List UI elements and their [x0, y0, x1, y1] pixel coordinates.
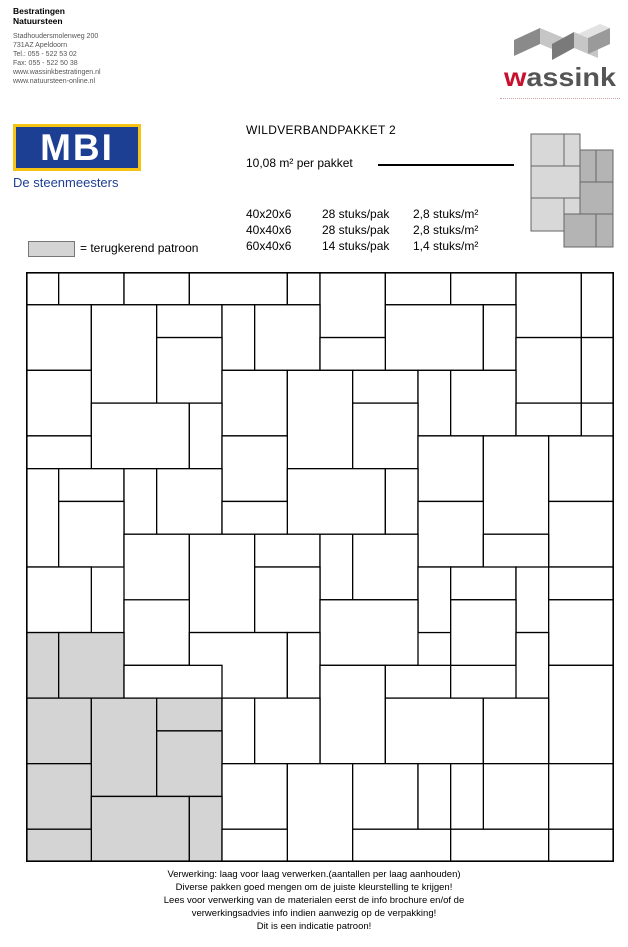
stone-size: 40x20x6 [246, 207, 292, 221]
pattern-tile [59, 501, 124, 567]
legend-text: = terugkerend patroon [80, 241, 199, 255]
pattern-tile-repeat [189, 796, 222, 862]
pattern-tile [124, 272, 189, 305]
address-website-1[interactable]: www.wassinkbestratingen.nl [13, 69, 101, 76]
pattern-tile [287, 469, 385, 535]
pattern-tile [516, 272, 581, 338]
pattern-tile [353, 370, 418, 403]
pattern-tile [549, 764, 614, 830]
preview-tile [580, 182, 613, 214]
pattern-tile [516, 567, 549, 633]
footer-notes [0, 868, 628, 933]
pattern-tile [483, 698, 548, 764]
mbi-tagline: De steenmeesters [13, 175, 119, 190]
pattern-tile [255, 567, 320, 633]
header-divider [500, 98, 620, 99]
address-phone: Tel.: 055 - 522 53 02 [13, 51, 77, 58]
pattern-tile [157, 305, 222, 338]
company-address [13, 32, 101, 86]
pattern-tile [320, 600, 418, 666]
company-name-line1: Bestratingen [13, 6, 65, 16]
footer-line: Verwerking: laag voor laag verwerken.(aantallen per laag aanhouden) [167, 869, 461, 880]
legend-swatch [28, 241, 75, 257]
pattern-tile [59, 469, 124, 502]
stone-per-m2: 1,4 stuks/m² [413, 239, 479, 253]
address-city: 731AZ Apeldoorn [13, 42, 68, 49]
pattern-tile [91, 403, 189, 469]
mbi-logo [13, 124, 141, 171]
preview-tile [531, 134, 564, 166]
laying-pattern [26, 272, 614, 862]
package-title: WILDVERBANDPAKKET 2 [246, 123, 396, 137]
preview-tile [580, 150, 596, 182]
pattern-tile-repeat [59, 633, 124, 699]
pattern-tile [451, 600, 516, 666]
stone-per-pack: 14 stuks/pak [322, 239, 390, 253]
preview-tile [531, 198, 564, 231]
pattern-tile [418, 436, 483, 502]
pattern-tile [483, 764, 548, 830]
pattern-tile [516, 633, 549, 699]
preview-tile [564, 214, 596, 247]
pattern-tile [189, 403, 222, 469]
address-website-2[interactable]: www.natuursteen-online.nl [13, 78, 96, 85]
stone-size: 60x40x6 [246, 239, 292, 253]
pattern-tile [353, 829, 451, 862]
pattern-tile [26, 272, 59, 305]
pattern-tile [353, 534, 418, 600]
pattern-tile [222, 436, 287, 502]
pattern-tile-repeat [157, 698, 222, 731]
preview-tile [564, 134, 580, 166]
company-name [13, 6, 65, 26]
pattern-tile [222, 370, 287, 436]
address-fax: Fax: 055 - 522 50 38 [13, 60, 78, 67]
pattern-tile [483, 305, 516, 371]
pattern-tile [287, 633, 320, 699]
pattern-preview [530, 133, 615, 248]
pattern-tile [26, 436, 91, 469]
pattern-tile [157, 338, 222, 404]
pattern-tile [91, 305, 156, 403]
footer-line: Dit is een indicatie patroon! [256, 921, 372, 932]
pattern-tile [581, 272, 614, 338]
pattern-tile [353, 764, 418, 830]
pattern-tile [418, 370, 451, 436]
footer-line: Lees voor verwerking van de materialen eerst de info brochure en/of de [163, 895, 465, 906]
stone-per-m2: 2,8 stuks/m² [413, 207, 479, 221]
pattern-tile-repeat [26, 633, 59, 699]
pattern-tile [222, 764, 287, 830]
pattern-tile [385, 272, 450, 305]
pattern-tile [222, 305, 255, 371]
pattern-tile-repeat [91, 698, 156, 796]
pattern-tile [483, 436, 548, 534]
mbi-logo-text: MBI [16, 127, 138, 168]
pattern-tile [451, 272, 516, 305]
wassink-logo [500, 18, 620, 98]
pattern-tile [451, 567, 516, 600]
pattern-tile [385, 305, 483, 371]
package-area: 10,08 m² per pakket [246, 156, 353, 170]
wassink-logo-text: wassink [504, 62, 608, 92]
pattern-tile [255, 534, 320, 567]
pattern-tile [320, 272, 385, 338]
pattern-tile [451, 829, 549, 862]
pattern-tile [222, 698, 255, 764]
company-name-line2: Natuursteen [13, 16, 63, 26]
pattern-tile-repeat [26, 764, 91, 830]
footer-line: Diverse pakken goed mengen om de juiste kleurstelling te krijgen! [175, 882, 453, 893]
pattern-tile [549, 600, 614, 666]
pattern-tile [222, 829, 287, 862]
pattern-tile [549, 436, 614, 502]
pattern-tile [549, 829, 614, 862]
pattern-tile [189, 272, 287, 305]
preview-tile [596, 150, 613, 182]
pattern-tile [287, 764, 352, 862]
stone-per-pack: 28 stuks/pak [322, 207, 390, 221]
pattern-tile [222, 501, 287, 534]
pattern-tile [320, 534, 353, 600]
pattern-tile [516, 338, 581, 404]
pattern-tile [581, 338, 614, 404]
pattern-tile [124, 600, 189, 666]
pattern-tile [287, 272, 320, 305]
pattern-tile-repeat [26, 698, 91, 764]
pattern-tile [516, 403, 581, 436]
pattern-tile [320, 665, 385, 763]
address-street: Stadhoudersmolenweg 200 [13, 33, 99, 40]
stacked-stones-icon [514, 24, 610, 60]
pattern-tile [451, 764, 484, 830]
pattern-tile [255, 305, 320, 371]
preview-tile [531, 166, 580, 198]
package-area-divider [378, 164, 514, 166]
pattern-tile [418, 567, 451, 633]
pattern-tile [549, 501, 614, 567]
pattern-tile [124, 469, 157, 535]
pattern-tile [26, 469, 59, 567]
stone-size: 40x40x6 [246, 223, 292, 237]
pattern-tile [320, 338, 385, 371]
pattern-tile [418, 501, 483, 567]
pattern-tile-repeat [26, 829, 91, 862]
pattern-tile [549, 665, 614, 763]
pattern-tile [255, 698, 320, 764]
pattern-tile [157, 469, 222, 535]
pattern-tile [26, 567, 91, 633]
pattern-tile-repeat [157, 731, 222, 797]
pattern-tile-repeat [91, 796, 189, 862]
pattern-tile [385, 665, 450, 698]
pattern-tile [418, 764, 451, 830]
preview-tile [596, 214, 613, 247]
pattern-tile [385, 698, 483, 764]
pattern-tile [26, 305, 91, 371]
pattern-tile [287, 370, 352, 468]
stone-per-m2: 2,8 stuks/m² [413, 223, 479, 237]
pattern-tile [59, 272, 124, 305]
footer-line: verwerkingsadvies info indien aanwezig op de verpakking! [191, 908, 437, 919]
pattern-tile [385, 469, 418, 535]
stone-per-pack: 28 stuks/pak [322, 223, 390, 237]
pattern-tile [549, 567, 614, 600]
pattern-tile [26, 370, 91, 436]
pattern-tile [451, 370, 516, 436]
pattern-tile [189, 534, 254, 632]
